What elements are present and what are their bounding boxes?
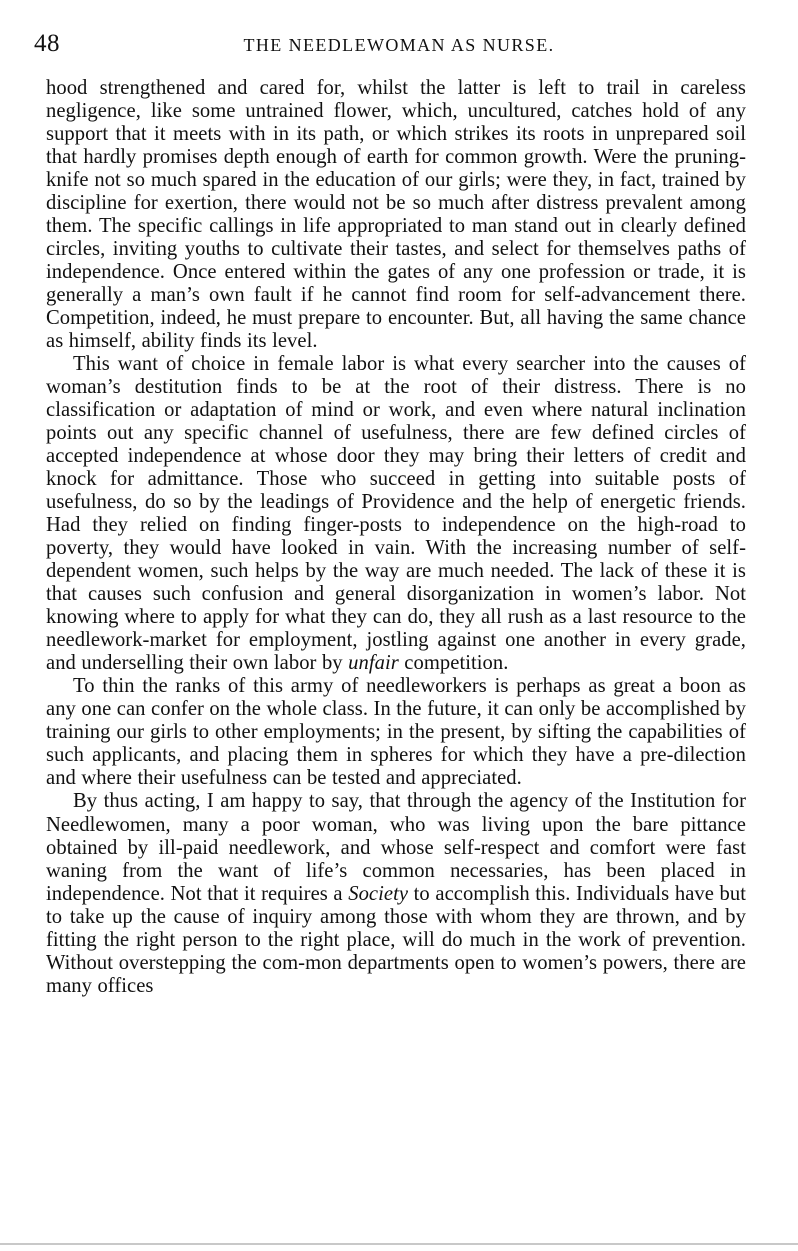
body-text — [46, 77, 746, 998]
paragraph-4-text-end: to accomplish this. Individuals have but to take up the cause of inquiry among those with whom they are thrown, and by fitting the right person to the right place, will do much in the work of prevention. Without overstepping the com-mon departments open to women’s powers, there are many offices — [46, 882, 746, 997]
paragraph-4 — [46, 790, 746, 997]
italic-word-unfair: unfair — [348, 652, 399, 675]
paragraph-3: To thin the ranks of this army of needleworkers is perhaps as great a boon as any one can confer on the whole class. In the future, it can only be accomplished by training our girls to other employments; in the present, by sifting the capabilities of such applicants, and placing them in spheres for which they have a pre-dilection and where their usefulness can be tested and appreciated. — [46, 675, 746, 790]
bottom-edge-line — [0, 1243, 798, 1245]
paragraph-2 — [46, 353, 746, 675]
paragraph-4-text-start: By thus acting, I am happy to say, that through the agency of the Institution for Needlewomen, many a poor woman, who was living upon the bare pittance obtained by ill-paid needlework, and whose self-respect and comfort were fast waning from the want of life’s common necessaries, has been placed in independence. Not that it requires a — [46, 790, 746, 905]
paragraph-2-text-end: competition. — [398, 652, 509, 675]
page-number: 48 — [34, 30, 60, 57]
running-title: THE NEEDLEWOMAN AS NURSE. — [243, 35, 555, 55]
italic-word-society: Society — [348, 882, 409, 905]
page-header — [34, 30, 764, 62]
paragraph-2-text-start: This want of choice in female labor is what every searcher into the causes of woman’s destitution finds to be at the root of their distress. There is no classification or adaptation of mind or work, and even where natural inclination points out any specific channel of usefulness, there are few defined circles of accepted independence at whose door they may bring their letters of credit and knock for admittance. Those who succeed in getting into suitable posts of usefulness, do so by the leadings of Providence and the help of energetic friends. Had they relied on finding finger-posts to independence on the high-road to poverty, they would have looked in vain. With the increasing number of self-dependent women, such helps by the way are much needed. The lack of these it is that causes such confusion and general disorganization in women’s labor. Not knowing where to apply for what they can do, they all rush as a last resource to the needlework-market for employment, jostling against one another in every grade, and underselling their own labor by — [46, 353, 746, 675]
paragraph-1: hood strengthened and cared for, whilst the latter is left to trail in careless negligence, like some untrained flower, which, uncultured, catches hold of any support that it meets with in its path, or which strikes its roots in unprepared soil that hardly promises depth enough of earth for common growth. Were the pruning-knife not so much spared in the education of our girls; were they, in fact, trained by discipline for exertion, there would not be so much after distress prevalent among them. The specific callings in life appropriated to man stand out in clearly defined circles, inviting youths to cultivate their tastes, and select for themselves paths of independence. Once entered within the gates of any one profession or trade, it is generally a man’s own fault if he cannot find room for self-advancement there. Competition, indeed, he must prepare to encounter. But, all having the same chance as himself, ability finds its level. — [46, 77, 746, 353]
